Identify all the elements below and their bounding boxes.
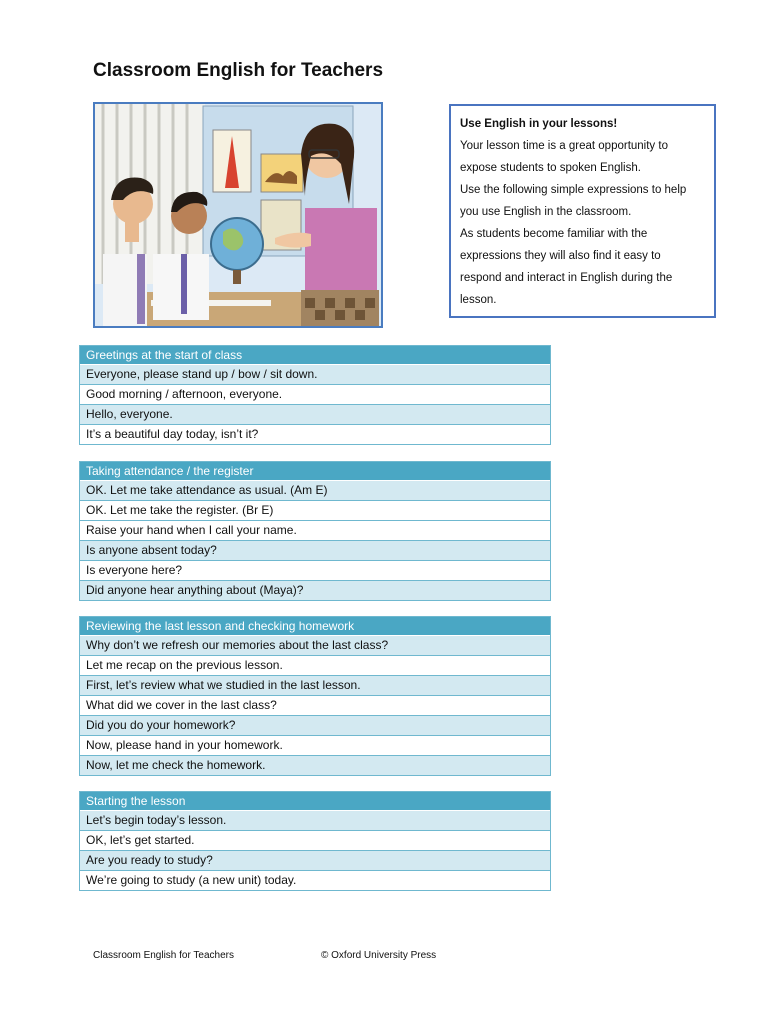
table-row: Good morning / afternoon, everyone. [80, 384, 550, 404]
table-row: OK. Let me take attendance as usual. (Am E) [80, 481, 550, 500]
tip-box-line: Use the following simple expressions to help [460, 184, 687, 196]
footer-copyright: © Oxford University Press [321, 950, 437, 961]
tip-box-line: you use English in the classroom. [460, 206, 632, 218]
table-row: Are you ready to study? [80, 850, 550, 870]
table-row: OK, let’s get started. [80, 830, 550, 850]
tip-box-heading: Use English in your lessons! [460, 118, 618, 130]
section-heading: Greetings at the start of class [80, 346, 550, 365]
table-row: First, let’s review what we studied in the last lesson. [80, 675, 550, 695]
classroom-illustration [93, 102, 383, 328]
section-attendance [79, 461, 551, 601]
table-row: Let me recap on the previous lesson. [80, 655, 550, 675]
table-row: Did anyone hear anything about (Maya)? [80, 580, 550, 600]
tip-box-line: lesson. [460, 294, 497, 306]
table-row: What did we cover in the last class? [80, 695, 550, 715]
tip-box-line: Your lesson time is a great opportunity to [460, 140, 668, 152]
table-row: Everyone, please stand up / bow / sit down. [80, 365, 550, 384]
section-heading: Starting the lesson [80, 792, 550, 811]
table-row: OK. Let me take the register. (Br E) [80, 500, 550, 520]
tip-box-line: expose students to spoken English. [460, 162, 641, 174]
table-row: Now, please hand in your homework. [80, 735, 550, 755]
section-heading: Taking attendance / the register [80, 462, 550, 481]
table-row: Hello, everyone. [80, 404, 550, 424]
tip-box-line: respond and interact in English during the [460, 272, 673, 284]
tip-box-line: expressions they will also find it easy to [460, 250, 661, 262]
table-row: Is everyone here? [80, 560, 550, 580]
section-heading: Reviewing the last lesson and checking homework [80, 617, 550, 636]
table-row: Now, let me check the homework. [80, 755, 550, 775]
tip-box-line: As students become familiar with the [460, 228, 648, 240]
section-greetings [79, 345, 551, 445]
tip-box [449, 104, 716, 318]
section-starting [79, 791, 551, 891]
table-row: We’re going to study (a new unit) today. [80, 870, 550, 890]
table-row: Is anyone absent today? [80, 540, 550, 560]
table-row: Why don’t we refresh our memories about the last class? [80, 636, 550, 655]
table-row: Did you do your homework? [80, 715, 550, 735]
classroom-illustration-drawing [95, 104, 381, 326]
page-title: Classroom English for Teachers [93, 60, 384, 81]
table-row: Let’s begin today’s lesson. [80, 811, 550, 830]
table-row: Raise your hand when I call your name. [80, 520, 550, 540]
section-reviewing [79, 616, 551, 776]
footer-title: Classroom English for Teachers [93, 950, 234, 961]
table-row: It’s a beautiful day today, isn’t it? [80, 424, 550, 444]
